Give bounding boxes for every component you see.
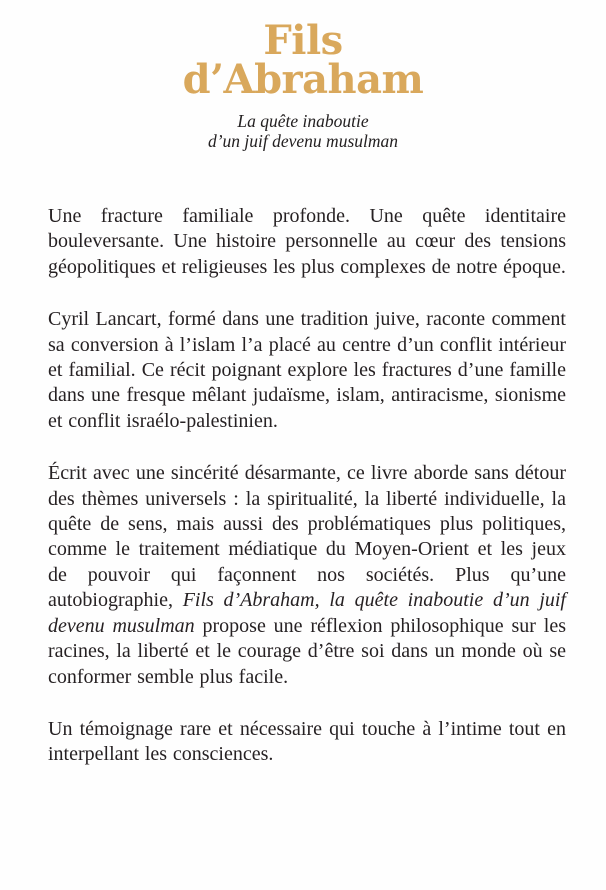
book-title-line1: Fils (263, 17, 343, 64)
book-title (0, 17, 606, 103)
synopsis-paragraph-2: Cyril Lancart, formé dans une tradition juive, raconte comment sa conversion à l’islam l’a placé au centre d’un conflit intérieur et familial. Ce récit poignant explore les fractures d’une famille dans une fresque mêlant judaïsme, islam, antiracisme, sionisme et conflit israélo-palestinien. (48, 308, 566, 432)
synopsis-paragraph-3 (48, 461, 566, 690)
book-subtitle-line1: La quête inaboutie (237, 111, 369, 131)
synopsis-paragraph-3-lead: Écrit avec une sincérité désarmante, ce livre aborde sans détour des thèmes universels : la spiritualité, la liberté individuelle, la quête de sens, mais aussi des problématiques plus politiques, comme le traitement médiatique du Moyen-Orient et les jeux de pouvoir qui façonnent nos sociétés. Plus qu’une autobiographie, (48, 462, 566, 612)
book-subtitle-line2: d’un juif devenu musulman (207, 131, 399, 151)
synopsis-text (48, 204, 566, 768)
book-title-reference: Fils d’Abraham, la quête inaboutie d’un juif devenu musulman (48, 589, 566, 637)
book-title-line2: d’Abraham (182, 56, 424, 103)
synopsis-paragraph-3-tail: propose une réflexion philosophique sur les racines, la liberté et le courage d’être soi dans un monde où se conformer semble plus facile. (48, 614, 566, 688)
masthead (0, 0, 606, 151)
book-subtitle (0, 111, 606, 151)
synopsis-paragraph-1: Une fracture familiale profonde. Une quête identitaire bouleversante. Une histoire personnelle au cœur des tensions géopolitiques et religieuses les plus complexes de notre époque. (48, 205, 566, 278)
synopsis-paragraph-4: Un témoignage rare et nécessaire qui touche à l’intime tout en interpellant les consciences. (48, 717, 566, 766)
